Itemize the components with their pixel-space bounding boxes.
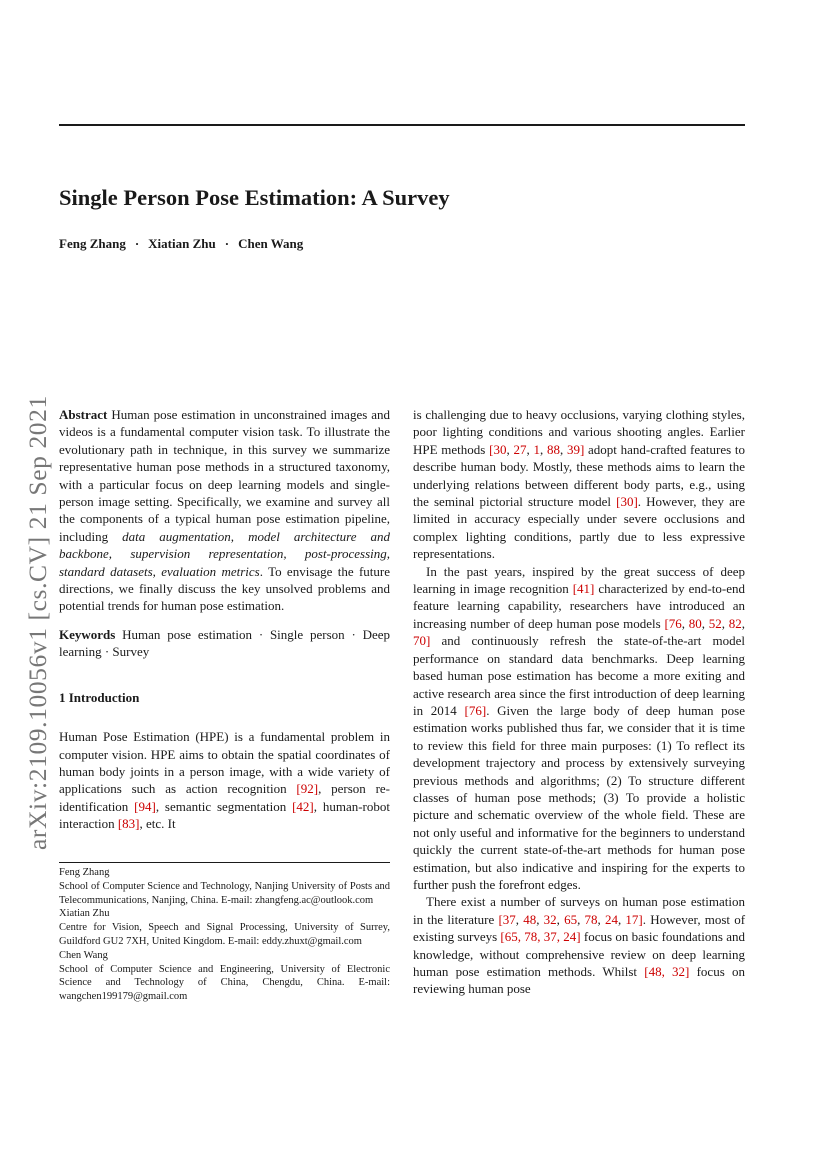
footnote-affiliation: Centre for Vision, Speech and Signal Processing, University of Surrey, Guildford GU2 7XH, United Kingdom. E-mail: eddy.zhuxt@gmail.com [59,922,390,947]
body-paragraph: There exist a number of surveys on human pose estimation in the literature [37, 48, 32, 65, 78, 24, 17]. However, most of existing surveys [65, 78, 37, 24] focus on basic foundations and knowledge, without comprehensive review on deep learning human pose estimation methods. Whilst [48, 32] focus on reviewing human pose [413,894,746,997]
keywords-text: Human pose estimation · Single person · Deep learning · Survey [59,626,391,660]
citation-bracket: ] [579,441,585,457]
citation-link[interactable]: 48 [523,911,537,927]
citation-link[interactable]: 52 [708,615,722,631]
citation-link[interactable]: [92] [296,781,319,797]
body-text: focus on basic foundations and knowledge, without comprehensive review on deep learning human pose estimation methods. Whilst [413,929,745,979]
body-text: is challenging due to heavy occlusions, varying clothing styles, poor lighting conditions and various shooting angles. Earlier HPE methods [413,407,745,457]
citation-bracket: [ [664,615,669,631]
citation-link[interactable]: 78 [584,911,598,927]
section-heading-introduction: 1 Introduction [59,689,140,705]
citation-link[interactable]: 30 [493,441,507,457]
body-text: There exist a number of surveys on human pose estimation in the literature [413,894,745,927]
footnote-affiliation: School of Computer Science and Engineering, University of Electronic Science and Technology of China, Chengdu, China. E-mail: wangchen199179@gmail.com [59,963,390,1003]
author-separator: · [224,236,230,251]
citation-link[interactable]: 17 [625,911,639,927]
top-rule [59,124,745,126]
citation-bracket: [ [489,441,494,457]
footnote-affiliation: School of Computer Science and Technology, Nanjing University of Posts and Telecommunications, Nanjing, China. E-mail: zhangfeng.ac@outlook.com [59,880,390,906]
body-text: adopt hand-crafted features to describe human body. Mostly, these methods aims to learn the underlying relations between different body parts, e.g., using the seminal pictorial structure model [413,441,746,510]
left-column [59,406,390,833]
body-text: , etc. It [139,816,176,832]
abstract-italic-list: data augmentation, model architecture and backbone, supervision representation, post-processing, standard datasets, evaluation metrics [59,528,391,579]
citation-link[interactable]: 27 [513,441,527,457]
author-list [59,236,303,252]
body-text: characterized by end-to-end feature learning capability, researchers have introduced an increasing number of deep human pose models [413,581,745,631]
citation-link[interactable]: 76 [668,615,682,631]
citation-link[interactable]: 1 [533,441,540,457]
abstract-text-end: . To envisage the future directions, we finally discuss the key unsolved problems and potential trends for human pose estimation. [59,563,390,614]
citation-link[interactable]: [65, 78, 37, 24] [500,929,581,945]
body-text: In the past years, inspired by the great success of deep learning in image recognition [413,563,745,597]
citation-link[interactable]: 82 [728,615,742,631]
keywords-heading: Keywords [59,626,116,642]
body-paragraph: is challenging due to heavy occlusions, varying clothing styles, poor lighting conditions and various shooting angles. Earlier HPE methods [30, 27, 1, 88, 39] adopt hand-crafted features to describe human body. Mostly, these methods aims to learn the underlying relations between different body parts, e.g., using the seminal pictorial structure model [30]. However, they are limited in accuracy especially under severe occlusions and complex lighting conditions, partly due to less expressive representations. [413,407,746,562]
intro-paragraph [59,728,390,832]
citation-link[interactable]: [48, 32] [644,964,690,979]
abstract-heading: Abstract [59,407,108,422]
citation-bracket: ] [638,911,643,927]
right-column [413,406,745,998]
body-text: Human Pose Estimation (HPE) is a fundamental problem in computer vision. HPE aims to obtain the spatial coordinates of human body joints in a person image, with a wide variety of applications such as action recognition [59,729,390,797]
citation-link[interactable]: 37 [502,911,516,927]
author-name: Xiatian Zhu [148,236,216,251]
citation-link[interactable]: 32 [543,911,557,927]
citation-bracket: [ [498,911,503,927]
citation-link[interactable]: [42] [292,798,314,814]
footnote-author-name: Chen Wang [59,949,108,961]
citation-link[interactable]: [83] [117,816,140,832]
body-text: focus on reviewing human pose [413,964,745,997]
body-text: and continuously refresh the state-of-the-art model performance on standard data benchmarks. Deep learning based human pose estimation has become a more exiting and active research area since the first introduction of deep learning in 2014 [413,633,745,718]
abstract [59,406,390,615]
author-name: Chen Wang [238,236,304,251]
citation-link[interactable]: 88 [546,441,560,457]
author-affiliations-footnote [59,862,390,1004]
citation-link[interactable]: [94] [134,798,156,814]
citation-link[interactable]: 24 [604,911,618,927]
citation-link[interactable]: 80 [688,615,702,631]
citation-link[interactable]: 70 [413,633,426,649]
body-text: , person re-identification [59,781,390,814]
body-text: . Given the large body of deep human pose estimation works published thus far, we consider that it is time to review this field for three main purposes: (1) To reflect its development trajectory and process by extensively surveying previous methods and algorithms; (2) To structure different classes of human pose methods; (3) To provide a holistic picture and schematic overview of the whole field. These are not only useful and informative for the beginners to understand quickly the current state-of-the-art methods for human pose estimation, but also indicative and inspiring for the experts to further push the forefront edges. [413,702,745,892]
body-text: . However, most of existing surveys [413,911,746,945]
footnote-author-name: Feng Zhang [59,867,110,878]
body-text: . However, they are limited in accuracy especially under severe occlusions and complex lighting conditions, partly due to less expressive representations. [413,494,745,562]
citation-bracket: ] [426,633,431,649]
author-name: Feng Zhang [59,236,126,251]
author-separator: · [134,236,140,251]
footnote-author-name: Xiatian Zhu [59,908,110,920]
citation-link[interactable]: 65 [564,911,578,927]
arxiv-identifier: arXiv:2109.10056v1 [cs.CV] 21 Sep 2021 [23,395,52,850]
body-paragraph: In the past years, inspired by the great success of deep learning in image recognition [41] characterized by end-to-end feature learning capability, researchers have introduced an increasing number of deep human pose models [76, 80, 52, 82, 70] and continuously refresh the state-of-the-art model performance on standard data benchmarks. Deep learning based human pose estimation has become a more exiting and active research area since the first introduction of deep learning in 2014 [76]. Given the large body of deep human pose estimation works published thus far, we consider that it is time to review this field for three main purposes: (1) To reflect its development trajectory and process by extensively surveying previous methods and algorithms; (2) To structure different classes of human pose methods; (3) To provide a holistic picture and schematic overview of the whole field. These are not only useful and informative for the beginners to understand quickly the current state-of-the-art methods for human pose estimation, but also indicative and inspiring for the experts to further push the forefront edges. [413,563,746,892]
citation-link[interactable]: [76] [464,702,487,718]
citation-link[interactable]: 39 [566,441,580,457]
keywords [59,626,390,661]
body-text: , semantic segmentation [155,798,293,814]
paper-title: Single Person Pose Estimation: A Survey [59,185,450,210]
body-text: , human-robot interaction [59,798,390,832]
abstract-text: Human pose estimation in unconstrained images and videos is a fundamental computer vision task. To illustrate the evolutionary path in technique, in this survey we summarize representative human pose methods in a structured taxonomy, with a particular focus on deep learning models and single-person image setting. Specifically, we examine and survey all the components of a typical human pose estimation pipeline, including [59,407,391,544]
citation-link[interactable]: [41] [572,581,595,597]
citation-link[interactable]: [30] [616,494,638,510]
